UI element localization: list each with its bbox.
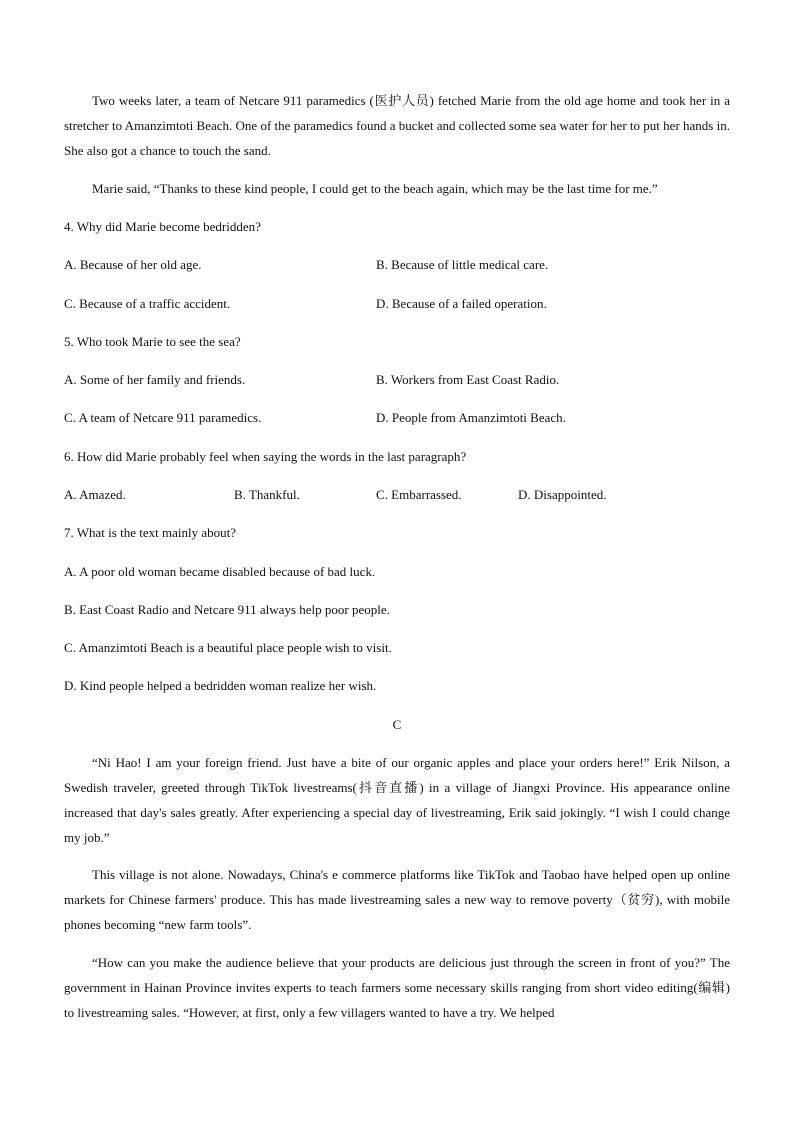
- answer-option: B. Workers from East Coast Radio.: [376, 372, 560, 387]
- answer-option: B. East Coast Radio and Netcare 911 always help poor people.: [64, 602, 390, 617]
- passage-paragraph: “How can you make the audience believe that your products are delicious just through the screen in front of you?” The government in Hainan Province invites experts to teach farmers some necessary skills ranging from short video editing(编辑) to livestreaming sales. “However, at first, only a few villagers wanted to have a try. We helped: [64, 955, 730, 1020]
- question-stem: 5. Who took Marie to see the sea?: [64, 334, 241, 349]
- question-stem: 6. How did Marie probably feel when saying the words in the last paragraph?: [64, 449, 467, 464]
- answer-option: B. Because of little medical care.: [376, 257, 549, 272]
- answer-option: C. A team of Netcare 911 paramedics.: [64, 410, 262, 425]
- passage-paragraph: This village is not alone. Nowadays, China's e commerce platforms like TikTok and Taobao have helped open up online markets for Chinese farmers' produce. This has made livestreaming sales a new way to remove poverty（贫穷), with mobile phones becoming “new farm tools”.: [64, 867, 730, 932]
- answer-option: D. People from Amanzimtoti Beach.: [376, 410, 566, 425]
- answer-option: C. Because of a traffic accident.: [64, 296, 231, 311]
- passage-paragraph: “Ni Hao! I am your foreign friend. Just have a bite of our organic apples and place your orders here!” Erik Nilson, a Swedish traveler, greeted through TikTok livestreams(抖音直播) in a village of Jiangxi Province. His appearance online increased that day's sales greatly. After experiencing a special day of livestreaming, Erik said jokingly. “I wish I could change my job.”: [64, 755, 730, 845]
- answer-option: A. Some of her family and friends.: [64, 372, 246, 387]
- question-stem: 4. Why did Marie become bedridden?: [64, 219, 261, 234]
- answer-option: D. Kind people helped a bedridden woman realize her wish.: [64, 678, 377, 693]
- answer-option: B. Thankful.: [234, 487, 300, 502]
- answer-option: A. A poor old woman became disabled because of bad luck.: [64, 564, 376, 579]
- answer-option: C. Embarrassed.: [376, 487, 462, 502]
- question-stem: 7. What is the text mainly about?: [64, 525, 236, 540]
- answer-option: C. Amanzimtoti Beach is a beautiful place people wish to visit.: [64, 640, 392, 655]
- section-heading: C: [392, 717, 402, 732]
- answer-option: A. Amazed.: [64, 487, 126, 502]
- passage-paragraph: Marie said, “Thanks to these kind people, I could get to the beach again, which may be the last time for me.”: [92, 181, 658, 196]
- passage-paragraph: Two weeks later, a team of Netcare 911 paramedics (医护人员) fetched Marie from the old age home and took her in a stretcher to Amanzimtoti Beach. One of the paramedics found a bucket and collected some sea water for her to put her hands in. She also got a chance to touch the sand.: [64, 93, 730, 158]
- answer-option: D. Disappointed.: [518, 487, 607, 502]
- answer-option: D. Because of a failed operation.: [376, 296, 547, 311]
- answer-option: A. Because of her old age.: [64, 257, 202, 272]
